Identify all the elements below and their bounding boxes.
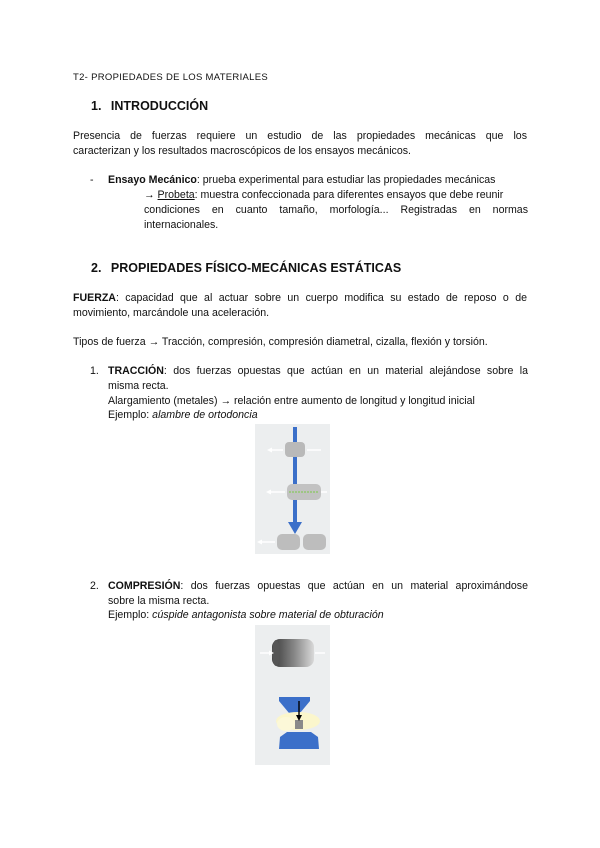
probeta-line-2: condiciones en cuanto tamaño, morfología... Registradas en normas (144, 204, 528, 216)
probeta-arrow: → (144, 189, 155, 201)
filling-core (295, 720, 303, 729)
ensayo-term: Ensayo Mecánico (108, 174, 197, 186)
filling-material-left (277, 717, 295, 731)
fuerza-line-2: movimiento, marcándole una aceleración. (73, 307, 270, 319)
bullet-dash: - (90, 174, 94, 186)
document-header: T2- PROPIEDADES DE LOS MATERIALES (73, 72, 269, 83)
traccion-term: TRACCIÓN (108, 365, 164, 377)
probeta-line-3: internacionales. (144, 219, 219, 231)
compression-figure (255, 625, 330, 765)
section-1-title: INTRODUCCIÓN (110, 99, 209, 113)
compresion-term: COMPRESIÓN (108, 580, 181, 592)
broken-specimen-left (277, 534, 300, 550)
compresion-example (108, 608, 384, 623)
fuerza-line-1 (73, 291, 527, 306)
traccion-example-label: Ejemplo: (108, 409, 153, 421)
section-2-number: 2. (91, 261, 102, 275)
probeta-term: Probeta (157, 189, 195, 201)
traccion-def: : dos fuerzas opuestas que actúan en un material alejándose sobre la (163, 365, 528, 377)
compresion-def: : dos fuerzas opuestas que actúan en un material aproximándose (180, 580, 528, 592)
compresion-line-1 (108, 579, 528, 594)
traccion-number: 1. (90, 365, 99, 377)
tension-shaft (293, 427, 297, 522)
intro-line-2: caracterizan y los resultados macroscópicos de los ensayos mecánicos. (73, 145, 411, 157)
traccion-line-1 (108, 364, 528, 379)
section-1-heading (91, 99, 208, 113)
fuerza-term: FUERZA (73, 292, 116, 304)
probeta-line-1 (144, 188, 528, 203)
section-2-title: PROPIEDADES FÍSICO-MECÁNICAS ESTÁTICAS (110, 261, 402, 275)
intro-line-1: Presencia de fuerzas requiere un estudio de las propiedades mecánicas que los (73, 130, 527, 142)
section-2-heading (91, 261, 401, 275)
traccion-line-2: misma recta. (108, 380, 169, 392)
broken-specimen-right (303, 534, 326, 550)
ensayo-bullet (108, 173, 528, 188)
section-1-number: 1. (91, 99, 102, 113)
ensayo-definition: : prueba experimental para estudiar las propiedades mecánicas (196, 174, 496, 186)
tension-figure (255, 424, 330, 554)
compresion-number: 2. (90, 580, 99, 592)
traccion-example-text: alambre de ortodoncia (152, 409, 258, 421)
traccion-example (108, 408, 258, 423)
probeta-def: : muestra confeccionada para diferentes ensayos que debe reunir (194, 189, 504, 201)
lower-cusp (279, 732, 319, 749)
traccion-line-3: Alargamiento (metales) → relación entre aumento de longitud y longitud inicial (108, 395, 475, 407)
compresion-example-label: Ejemplo: (108, 609, 153, 621)
compresion-line-2: sobre la misma recta. (108, 595, 210, 607)
tipos-de-fuerza: Tipos de fuerza → Tracción, compresión, compresión diametral, cizalla, flexión y torsión. (73, 336, 488, 348)
fuerza-def: : capacidad que al actuar sobre un cuerpo modifica su estado de reposo o de (115, 292, 527, 304)
compresion-example-text: cúspide antagonista sobre material de obturación (152, 609, 384, 621)
top-specimen (285, 442, 305, 457)
